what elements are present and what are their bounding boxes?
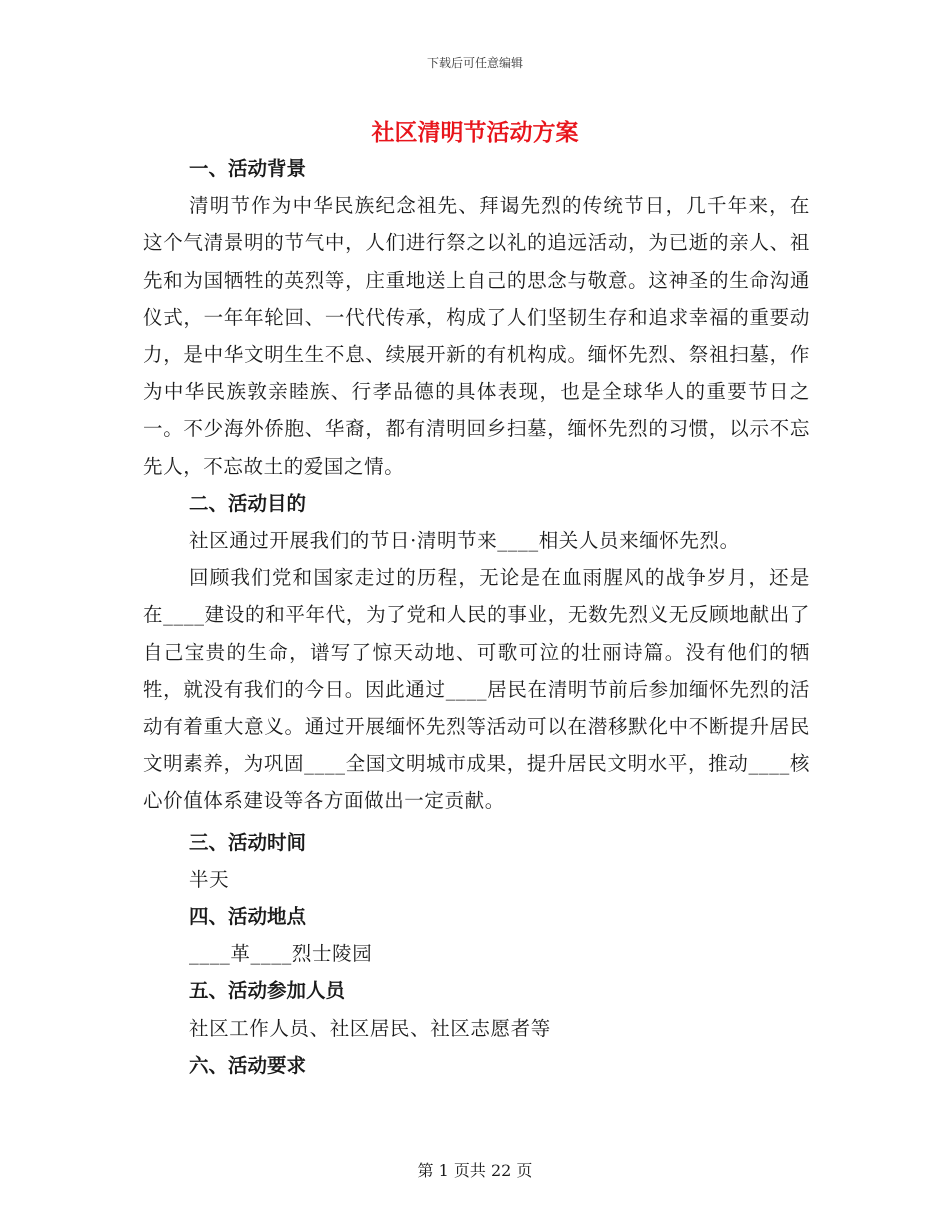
section-heading-participants: 五、活动参加人员 (189, 979, 346, 1003)
activity-location-value: ____革____烈士陵园 (189, 942, 373, 966)
document-body (143, 150, 810, 1084)
header-note: 下载后可任意编辑 (426, 56, 523, 70)
activity-participants-value: 社区工作人员、社区居民、社区志愿者等 (189, 1016, 551, 1040)
section-heading-requirements: 六、活动要求 (189, 1053, 307, 1077)
section-heading-background: 一、活动背景 (189, 157, 307, 180)
section-heading-time: 三、活动时间 (189, 830, 307, 854)
paragraph-purpose-1: 社区通过开展我们的节日·清明节来____相关人员来缅怀先烈。 (189, 529, 740, 552)
paragraph-background: 清明节作为中华民族纪念祖先、拜谒先烈的传统节日，几千年来，在这个气清景明的节气中，人们进行祭之以礼的追远活动，为已逝的亲人、祖先和为国牺牲的英烈等，庄重地送上自己的思念与敬意。这神圣的生命沟通仪式，一年年轮回、一代代传承，构成了人们坚韧生存和追求幸福的重要动力，是中华文明生生不息、续展开新的有机构成。缅怀先烈、祭祖扫墓，作为中华民族敦亲睦族、行孝品德的具体表现，也是全球华人的重要节日之一。不少海外侨胞、华裔，都有清明回乡扫墓，缅怀先烈的习惯，以示不忘先人，不忘故土的爱国之情。 (143, 194, 810, 478)
section-heading-location: 四、活动地点 (189, 905, 307, 928)
document-title: 社区清明节活动方案 (371, 120, 579, 146)
page-footer: 第 1 页共 22 页 (417, 1161, 533, 1180)
section-heading-purpose: 二、活动目的 (189, 491, 307, 515)
paragraph-purpose-2: 回顾我们党和国家走过的历程，无论是在血雨腥风的战争岁月，还是在____建设的和平年代，为了党和人民的事业，无数先烈义无反顾地献出了自己宝贵的生命，谱写了惊天动地、可歌可泣的壮丽诗篇。没有他们的牺牲，就没有我们的今日。因此通过____居民在清明节前后参加缅怀先烈的活动有着重大意义。通过开展缅怀先烈等活动可以在潜移默化中不断提升居民文明素养，为巩固____全国文明城市成果，提升居民文明水平，推动____核心价值体系建设等各方面做出一定贡献。 (143, 566, 810, 813)
activity-time-value: 半天 (189, 867, 230, 891)
